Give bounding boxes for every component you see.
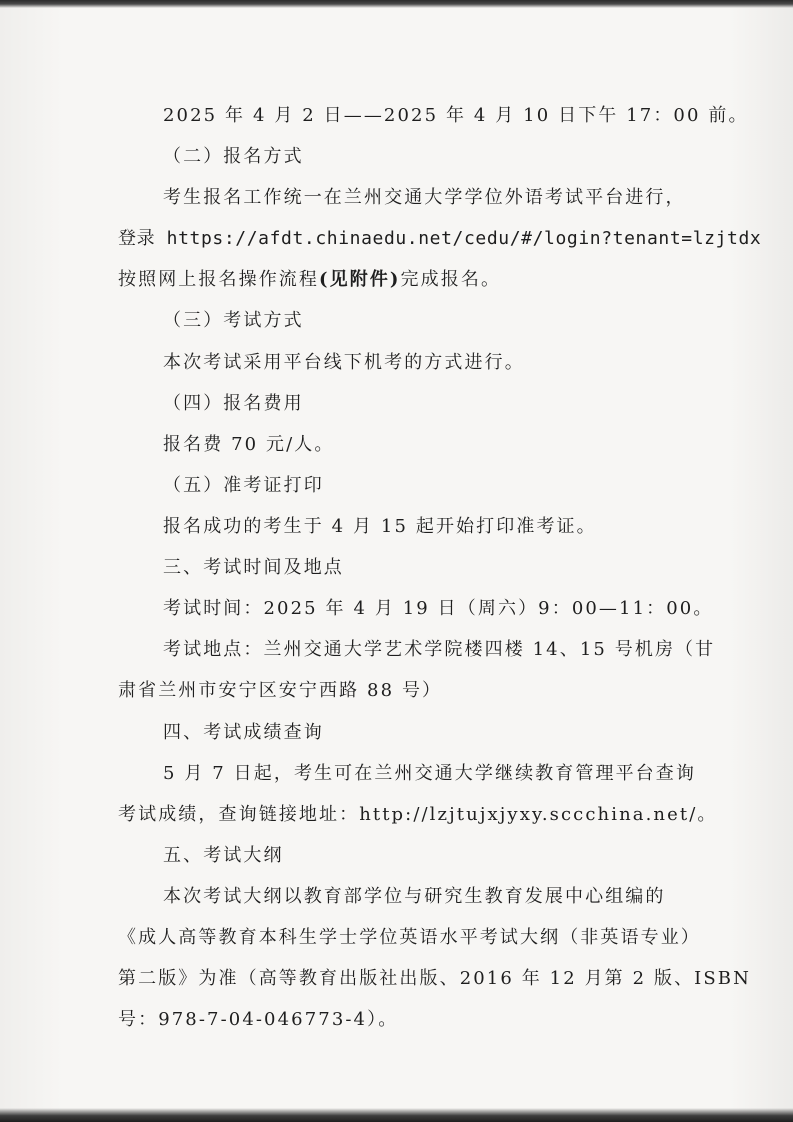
exam-location-address-line: 肃省兰州市安宁区安宁西路 88 号） xyxy=(118,680,443,701)
scan-top-edge xyxy=(0,0,793,8)
exam-location-line: 考试地点：兰州交通大学艺术学院楼四楼 14、15 号机房（甘 xyxy=(163,639,716,660)
section-exam-method-heading: （三）考试方式 xyxy=(163,310,304,331)
syllabus-isbn-line: 号：978-7-04-046773-4）。 xyxy=(118,1009,399,1030)
registration-period-line: 2025 年 4 月 2 日——2025 年 4 月 10 日下午 17：00 前。 xyxy=(163,105,749,126)
results-query-line: 5 月 7 日起，考生可在兰州交通大学继续教育管理平台查询 xyxy=(163,763,696,784)
results-url-line[interactable]: 考试成绩，查询链接地址：http://lzjtujxjyxy.sccchina.net/。 xyxy=(118,804,718,825)
section-time-place-heading: 三、考试时间及地点 xyxy=(163,557,344,578)
syllabus-line-3: 第二版》为准（高等教育出版社出版、2016 年 12 月第 2 版、ISBN xyxy=(118,968,751,989)
exam-time-line: 考试时间：2025 年 4 月 19 日（周六）9：00—11：00。 xyxy=(163,598,714,619)
admission-ticket-line: 报名成功的考生于 4 月 15 起开始打印准考证。 xyxy=(163,516,597,537)
attachment-reference: (见附件) xyxy=(319,269,401,290)
scan-bottom-edge xyxy=(0,1108,793,1122)
section-fee-heading: （四）报名费用 xyxy=(163,393,304,414)
fee-line: 报名费 70 元/人。 xyxy=(163,434,335,455)
syllabus-line-2: 《成人高等教育本科生学士学位英语水平考试大纲（非英语专业） xyxy=(118,927,701,948)
instructions-text: 按照网上报名操作流程 xyxy=(118,269,319,290)
section-results-heading: 四、考试成绩查询 xyxy=(163,722,324,743)
section-registration-method-heading: （二）报名方式 xyxy=(163,146,304,167)
section-admission-ticket-heading: （五）准考证打印 xyxy=(163,475,324,496)
section-syllabus-heading: 五、考试大纲 xyxy=(163,845,284,866)
instructions-end-text: 完成报名。 xyxy=(400,269,502,290)
exam-method-line: 本次考试采用平台线下机考的方式进行。 xyxy=(163,352,525,373)
login-url-line[interactable]: 登录 https://afdt.chinaedu.net/cedu/#/login?tenant=lzjtdx xyxy=(118,228,762,249)
syllabus-line-1: 本次考试大纲以教育部学位与研究生教育发展中心组编的 xyxy=(163,886,666,907)
registration-instructions-line xyxy=(118,267,501,293)
registration-platform-line: 考生报名工作统一在兰州交通大学学位外语考试平台进行， xyxy=(163,187,686,208)
